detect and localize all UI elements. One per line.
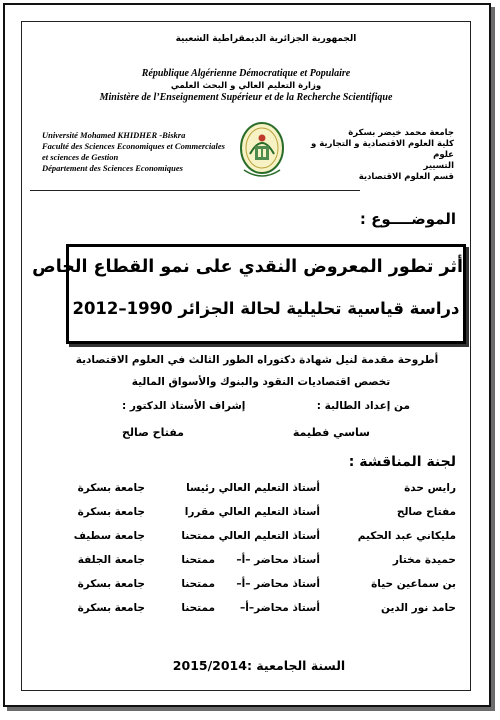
- faculty-name-ar: كلية العلوم الاقتصادية و التجارية و علوم: [310, 139, 454, 160]
- jury-row: [22, 602, 470, 618]
- student-name: ساسي فطيمة: [292, 426, 370, 439]
- republic-arabic: الجمهورية الجزائرية الديمقراطية الشعبية: [175, 34, 357, 44]
- jury-member-rank: أستاذ محاضر–أ–: [240, 602, 320, 614]
- jury-member-university: جامعة بسكرة: [77, 482, 145, 494]
- jury-member-name: بن سماعين حياة: [371, 578, 456, 590]
- jury-member-name: مليكاني عبد الحكيم: [357, 530, 456, 542]
- jury-member-role: ممتحنا: [181, 530, 215, 542]
- jury-member-university: جامعة بسكرة: [77, 506, 145, 518]
- jury-row: [22, 482, 470, 498]
- faculty-name-ar-cont: التسيير: [423, 161, 454, 171]
- jury-member-university: جامعة بسكرة: [77, 602, 145, 614]
- jury-member-role: مقررا: [184, 506, 215, 518]
- jury-member-rank: أستاذ التعليم العالي: [218, 530, 320, 542]
- jury-member-rank: أستاذ التعليم العالي: [218, 482, 320, 494]
- prepared-by-label: من إعداد الطالبة :: [316, 400, 410, 412]
- supervisor-name: مفتاح صالح: [122, 426, 184, 439]
- university-name-ar: جامعة محمد خيضر بسكرة: [348, 128, 454, 138]
- header-separator: [30, 190, 360, 191]
- university-name-fr: Université Mohamed KHIDHER -Biskra: [42, 130, 186, 140]
- document-border: [21, 21, 471, 691]
- republic-french: République Algérienne Démocratique et Populaire: [141, 68, 351, 79]
- subject-label: الموضــــوع :: [359, 210, 456, 228]
- jury-title: لجنة المناقشة :: [348, 454, 456, 470]
- faculty-name-fr-cont: et sciences de Gestion: [42, 152, 119, 162]
- thesis-title-line2: دراسة قياسية تحليلية لحالة الجزائر 1990–2012: [72, 299, 460, 318]
- department-name-ar: قسم العلوم الاقتصادية: [358, 172, 454, 182]
- faculty-name-fr: Faculté des Sciences Economiques et Commerciales: [42, 141, 225, 151]
- university-french-block: [42, 130, 232, 174]
- department-name-fr: Département des Sciences Economiques: [42, 163, 183, 173]
- jury-member-name: حامد نور الدين: [381, 602, 456, 614]
- academic-year: السنة الجامعية :2015/2014: [172, 658, 346, 673]
- page-frame: [3, 3, 491, 707]
- jury-member-role: رئيسا: [186, 482, 215, 494]
- thesis-specialty: تخصص اقتصاديات النقود والبنوك والأسواق المالية: [131, 376, 391, 388]
- jury-member-name: رايس حدة: [404, 482, 456, 494]
- jury-member-name: حميدة مختار: [392, 554, 456, 566]
- jury-member-role: ممتحنا: [181, 602, 215, 614]
- ministry-arabic: وزارة التعليم العالي و البحث العلمي: [170, 81, 322, 91]
- jury-row: [22, 578, 470, 594]
- university-logo-icon: [238, 118, 286, 182]
- title-box: [32, 244, 466, 344]
- jury-member-university: جامعة الجلفة: [77, 554, 145, 566]
- jury-row: [22, 554, 470, 570]
- jury-member-rank: أستاذ محاضر –أ–: [236, 578, 320, 590]
- jury-member-role: ممتحنا: [181, 554, 215, 566]
- thesis-degree: أطروحة مقدمة لنيل شهادة دكتوراه الطور الثالث في العلوم الاقتصادية: [75, 354, 439, 366]
- ministry-french: Ministère de l’Enseignement Supérieur et de la Recherche Scientifique: [99, 92, 393, 103]
- thesis-title-line1: أثر تطور المعروض النقدي على نمو القطاع الخاص: [32, 257, 463, 277]
- jury-member-name: مفتاح صالح: [396, 506, 456, 518]
- jury-row: [22, 530, 470, 546]
- jury-member-rank: أستاذ التعليم العالي: [218, 506, 320, 518]
- jury-row: [22, 506, 470, 522]
- jury-member-university: جامعة بسكرة: [77, 578, 145, 590]
- jury-member-role: ممتحنا: [181, 578, 215, 590]
- jury-member-rank: أستاذ محاضر –أ–: [236, 554, 320, 566]
- supervision-label: إشراف الأستاذ الدكتور :: [122, 400, 246, 412]
- jury-member-university: جامعة سطيف: [73, 530, 145, 542]
- university-arabic-block: [304, 128, 454, 183]
